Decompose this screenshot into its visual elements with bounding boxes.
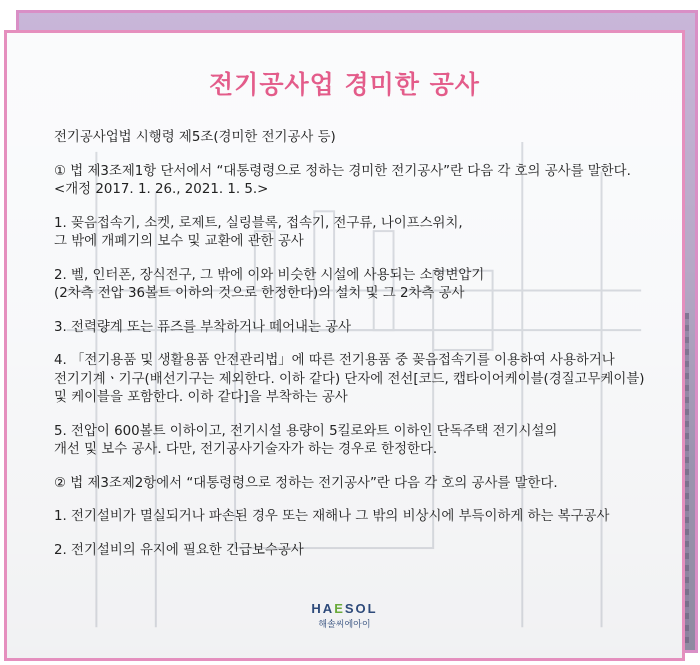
list-item-line: 2. 벨, 인터폰, 장식전구, 그 밖에 이와 비슷한 시설에 사용되는 소형변압기 [54,267,485,283]
company-logo [7,601,682,630]
list-item [54,423,654,460]
logo-text-b: SOL [344,601,378,616]
list-item [54,267,654,304]
list-item [54,508,654,527]
document-body [54,129,654,575]
clause-2-line: ② 법 제3조제2항에서 “대통령령으로 정하는 전기공사”란 다음 각 호의 공사를 말한다. [54,475,558,491]
list-item-line: 3. 전력량계 또는 퓨즈를 부착하거나 떼어내는 공사 [54,319,352,335]
clause-1-line: ① 법 제3조제1항 단서에서 “대통령령으로 정하는 경미한 전기공사”란 다음 각 호의 공사를 말한다. [54,163,631,179]
list-item [54,319,654,338]
list-item-line: 2. 전기설비의 유지에 필요한 긴급보수공사 [54,542,304,558]
list-item-line: 4. 「전기용품 및 생활용품 안전관리법」에 따른 전기용품 중 꽂음접속기를 이용하여 사용하거나 [54,353,615,368]
list-item-line: 그 밖에 개폐기의 보수 및 교환에 관한 공사 [54,234,304,249]
list-item-line: 1. 꽂음접속기, 소켓, 로제트, 실링블록, 접속기, 전구류, 나이프스위치, [54,215,463,231]
law-heading: 전기공사업법 시행령 제5조(경미한 전기공사 등) [54,130,336,145]
list-item [54,352,654,408]
content-card [4,30,685,661]
clause-1-paragraph [54,163,654,200]
list-item [54,215,654,252]
amendment-note: <개정 2017. 1. 26., 2021. 1. 5.> [54,182,269,197]
list-item [54,542,654,561]
list-item-line: 1. 전기설비가 멸실되거나 파손된 경우 또는 재해나 그 밖의 비상시에 부득이하게 하는 복구공사 [54,509,610,524]
page-title: 전기공사업 경미한 공사 [209,70,480,99]
list-item-line: 및 케이블을 포함한다. 이하 같다]을 부착하는 공사 [54,390,348,405]
logo-wordmark [7,601,682,616]
list-item-line: (2차측 전압 36볼트 이하의 것으로 한정한다)의 설치 및 그 2차측 공사 [54,286,465,301]
list-item-line: 전기기계ㆍ기구(배선기구는 제외한다. 이하 같다) 단자에 전선[코드, 캡타이어케이블(경질고무케이블) [54,371,645,387]
logo-leaf-letter: E [334,601,345,616]
clause-2-paragraph [54,475,654,494]
list-item-line: 5. 전압이 600볼트 이하이고, 전기시설 용량이 5킬로와트 이하인 단독주택 전기시설의 [54,423,558,439]
heading-paragraph [54,129,654,148]
list-item-line: 개선 및 보수 공사. 다만, 전기공사기술자가 하는 경우로 한정한다. [54,442,438,457]
logo-text-a: HA [311,601,335,616]
logo-subtitle: 해솔씨에아이 [318,620,371,630]
